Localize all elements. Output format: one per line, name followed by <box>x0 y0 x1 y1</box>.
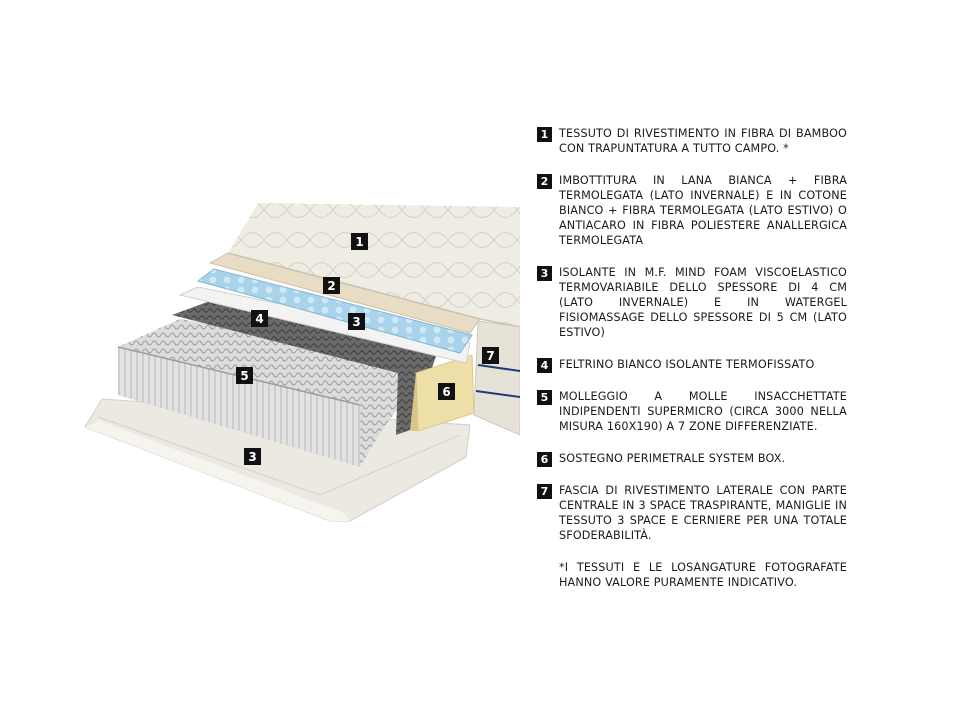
legend-item-2 <box>537 173 847 248</box>
legend <box>537 126 847 590</box>
legend-text: ISOLANTE IN M.F. MIND FOAM VISCOELASTICO TERMOVARIABILE DELLO SPESSORE DI 4 CM (LATO INVERNALE) E IN WATERGEL FISIOMASSAGE DELLO SPESSORE DI 5 CM (LATO ESTIVO) <box>559 266 847 339</box>
legend-number: 3 <box>537 266 552 281</box>
legend-item-5 <box>537 389 847 434</box>
legend-number: 7 <box>537 484 552 499</box>
legend-number: 5 <box>537 390 552 405</box>
marker-3 <box>348 313 365 330</box>
svg-text:3: 3 <box>248 450 257 464</box>
marker-6 <box>438 383 455 400</box>
svg-text:3: 3 <box>352 315 361 329</box>
marker-5 <box>236 367 253 384</box>
legend-text: FELTRINO BIANCO ISOLANTE TERMOFISSATO <box>559 358 815 371</box>
marker-1 <box>351 233 368 250</box>
legend-number: 6 <box>537 452 552 467</box>
legend-text: MOLLEGGIO A MOLLE INSACCHETTATE INDIPENDENTI SUPERMICRO (CIRCA 3000 NELLA MISURA 160X190) A 7 ZONE DIFFERENZIATE. <box>559 390 847 433</box>
svg-text:7: 7 <box>486 349 495 363</box>
legend-text: SOSTEGNO PERIMETRALE SYSTEM BOX. <box>559 452 786 465</box>
legend-item-6 <box>537 451 847 466</box>
legend-text: FASCIA DI RIVESTIMENTO LATERALE CON PARTE CENTRALE IN 3 SPACE TRASPIRANTE, MANIGLIE IN TESSUTO 3 SPACE E CERNIERE PER UNA TOTALE SFODERABILITÀ. <box>559 484 847 542</box>
marker-2 <box>323 277 340 294</box>
side-band-layer <box>474 321 520 435</box>
legend-item-1 <box>537 126 847 156</box>
legend-item-3 <box>537 265 847 340</box>
legend-item-7 <box>537 483 847 543</box>
legend-number: 2 <box>537 174 552 189</box>
marker-3-bottom <box>244 448 261 465</box>
mattress-cutaway-illustration <box>80 195 520 530</box>
legend-text: IMBOTTITURA IN LANA BIANCA + FIBRA TERMOLEGATA (LATO INVERNALE) E IN COTONE BIANCO + FIBRA TERMOLEGATA (LATO ESTIVO) O ANTIACARO IN FIBRA POLIESTERE ANALLERGICA TERMOLEGATA <box>559 174 847 247</box>
svg-text:6: 6 <box>442 385 451 399</box>
svg-text:1: 1 <box>355 235 364 249</box>
legend-number: 1 <box>537 127 552 142</box>
svg-text:4: 4 <box>255 312 264 326</box>
legend-number: 4 <box>537 358 552 373</box>
marker-4 <box>251 310 268 327</box>
marker-7 <box>482 347 499 364</box>
legend-text: TESSUTO DI RIVESTIMENTO IN FIBRA DI BAMBOO CON TRAPUNTATURA A TUTTO CAMPO. * <box>559 127 847 155</box>
svg-text:5: 5 <box>240 369 249 383</box>
svg-text:2: 2 <box>327 279 336 293</box>
footnote: *I TESSUTI E LE LOSANGATURE FOTOGRAFATE HANNO VALORE PURAMENTE INDICATIVO. <box>559 561 847 589</box>
legend-item-4 <box>537 357 847 372</box>
